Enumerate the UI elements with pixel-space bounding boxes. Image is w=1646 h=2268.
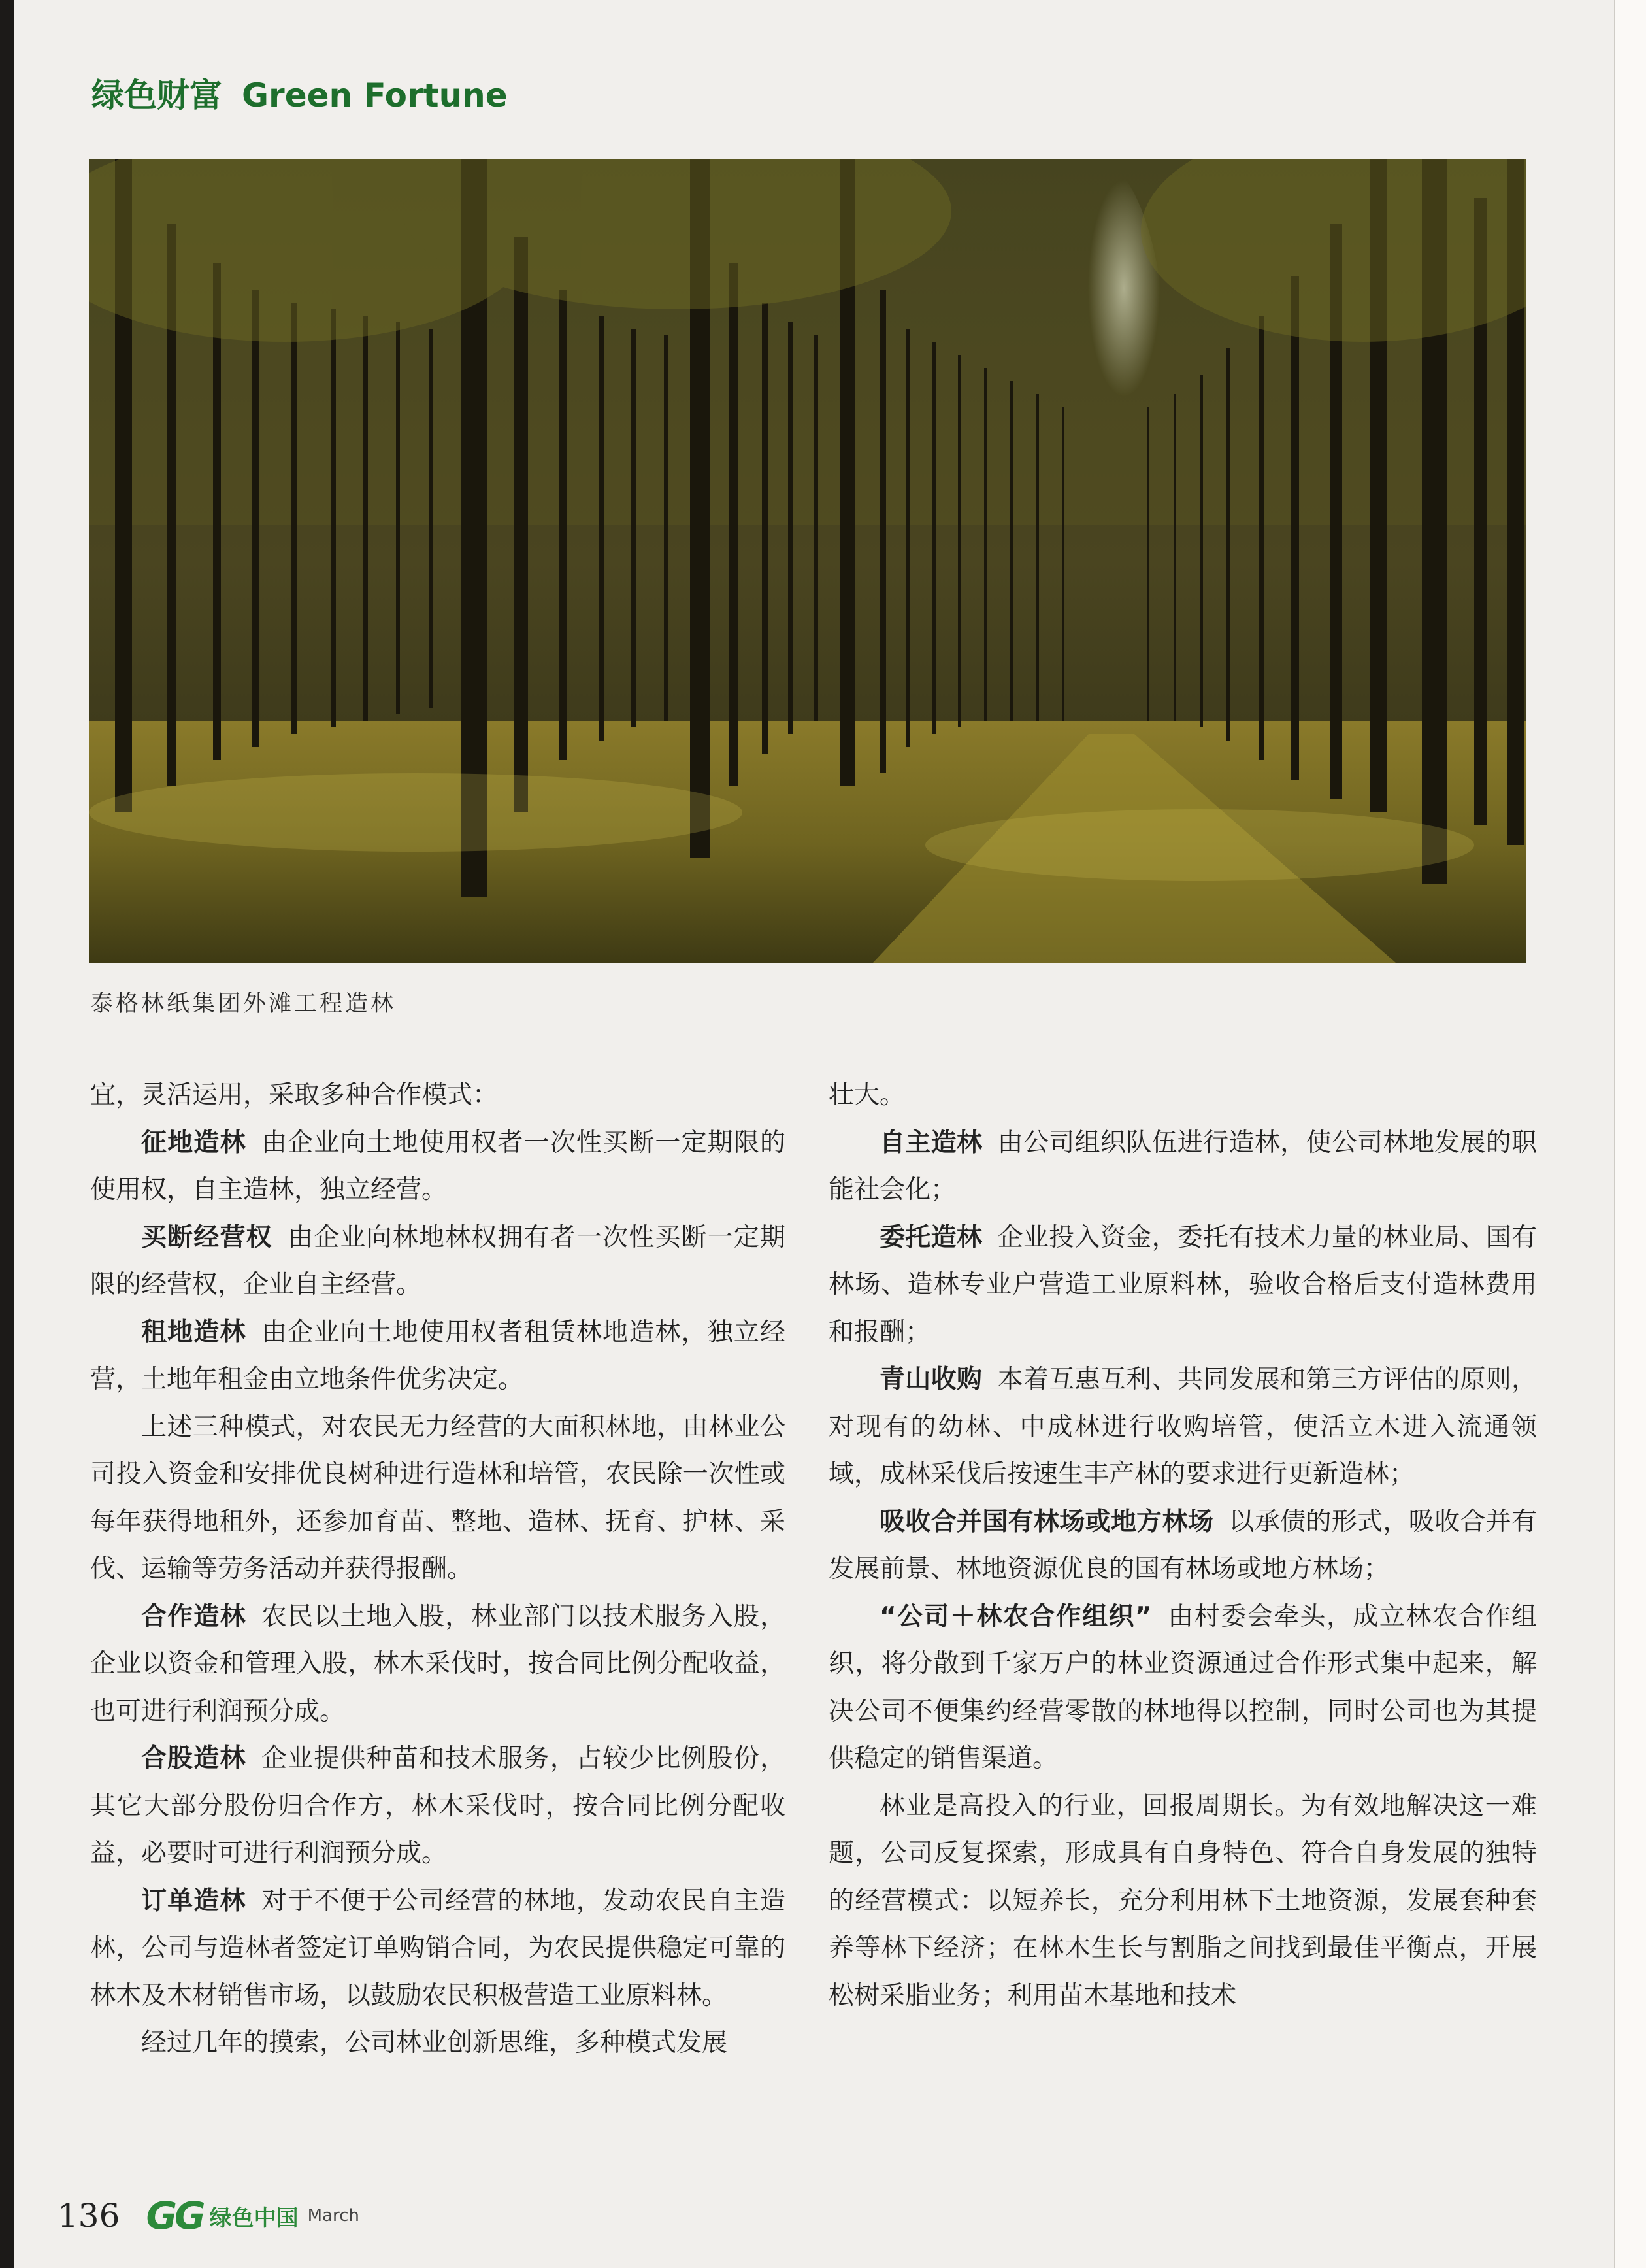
paragraph: 宜，灵活运用，采取多种合作模式： <box>90 1080 499 1110</box>
photo-caption: 泰格林纸集团外滩工程造林 <box>90 991 397 1017</box>
mode-term: 合股造林 <box>141 1744 246 1773</box>
magazine-logo: GG <box>146 2193 203 2238</box>
magazine-page <box>14 0 1614 2268</box>
page-number: 136 <box>58 2197 120 2235</box>
mode-term: 吸收合并国有林场或地方林场 <box>880 1507 1214 1537</box>
magazine-name: 绿色中国 <box>209 2205 299 2231</box>
paragraph: 上述三种模式，对农民无力经营的大面积林地，由林业公司投入资金和安排优良树种进行造林和培管，农民除一次性或每年获得地租外，还参加育苗、整地、造林、抚育、护林、采伐、运输等劳务活动并获得报酬。 <box>90 1412 785 1584</box>
mode-text: 由企业向土地使用权者一次性买断一定期限的使用权，自主造林，独立经营。 <box>90 1127 785 1205</box>
paragraph <box>90 1735 785 1878</box>
mode-text: 企业提供种苗和技术服务，占较少比例股份，其它大部分股份归合作方，林木采伐时，按合同比例分配收益，必要时可进行利润预分成。 <box>90 1744 785 1868</box>
paragraph: 林业是高投入的行业，回报周期长。为有效地解决这一难题，公司反复探索，形成具有自身特色、符合自身发展的独特的经营模式：以短养长，充分利用林下土地资源，发展套种套养等林下经济；在林木生长与割脂之间找到最佳平衡点，开展松树采脂业务；利用苗木基地和技术 <box>829 1791 1537 2010</box>
mode-text: 由企业向土地使用权者租赁林地造林，独立经营，土地年租金由立地条件优劣决定。 <box>90 1317 785 1394</box>
mode-term: 订单造林 <box>141 1886 246 1916</box>
mode-text: 企业投入资金，委托有技术力量的林业局、国有林场、造林专业户营造工业原料林，验收合格后支付造林费用和报酬； <box>829 1222 1537 1347</box>
paragraph <box>90 1309 785 1404</box>
section-header <box>91 69 508 116</box>
paragraph <box>829 1593 1537 1783</box>
paragraph <box>829 1120 1537 1214</box>
paragraph <box>829 1356 1537 1499</box>
mode-text: 农民以土地入股，林业部门以技术服务入股，企业以资金和管理入股，林木采伐时，按合同比例分配收益，也可进行利润预分成。 <box>90 1601 785 1726</box>
mode-text: 由企业向林地林权拥有者一次性买断一定期限的经营权，企业自主经营。 <box>90 1222 785 1299</box>
mode-text: 对于不便于公司经营的林地，发动农民自主造林，公司与造林者签定订单购销合同，为农民提供稳定可靠的林木及木材销售市场，以鼓励农民积极营造工业原料林。 <box>90 1886 785 2010</box>
paragraph <box>90 1214 785 1309</box>
mode-text: 由村委会牵头，成立林农合作组织，将分散到千家万户的林业资源通过合作形式集中起来，解决公司不便集约经营零散的林地得以控制，同时公司也为其提供稳定的销售渠道。 <box>829 1601 1537 1773</box>
paragraph: 壮大。 <box>829 1080 906 1110</box>
page-footer <box>58 2193 359 2238</box>
paragraph <box>90 1878 785 2020</box>
mode-term: 青山收购 <box>880 1365 983 1394</box>
section-title-en: Green Fortune <box>242 76 508 114</box>
mode-text: 以承债的形式，吸收合并有发展前景、林地资源优良的国有林场或地方林场； <box>829 1507 1537 1584</box>
text-column-left <box>90 1072 785 2067</box>
mode-text: 本着互惠互利、共同发展和第三方评估的原则，对现有的幼林、中成林进行收购培管，使活立木进入流通领域，成林采伐后按速生丰产林的要求进行更新造林； <box>829 1365 1537 1489</box>
page-edge <box>1614 0 1646 2268</box>
text-column-right <box>829 1072 1537 2020</box>
paragraph <box>90 1120 785 1214</box>
mode-term: 征地造林 <box>141 1127 246 1158</box>
paragraph <box>90 1593 785 1736</box>
paragraph <box>829 1499 1537 1593</box>
issue-month: March <box>307 2206 359 2226</box>
mode-term: 合作造林 <box>141 1601 246 1631</box>
mode-term: 租地造林 <box>141 1317 246 1347</box>
paragraph: 经过几年的摸索，公司林业创新思维，多种模式发展 <box>141 2028 728 2058</box>
section-title-cn: 绿色财富 <box>91 76 222 114</box>
mode-term: 自主造林 <box>880 1127 983 1158</box>
paragraph <box>829 1214 1537 1357</box>
mode-term: 委托造林 <box>880 1222 983 1252</box>
mode-term: “公司＋林农合作组织” <box>880 1601 1152 1631</box>
forest-photo <box>89 159 1526 963</box>
mode-text: 由公司组织队伍进行造林，使公司林地发展的职能社会化； <box>829 1127 1537 1205</box>
mode-term: 买断经营权 <box>141 1222 272 1252</box>
